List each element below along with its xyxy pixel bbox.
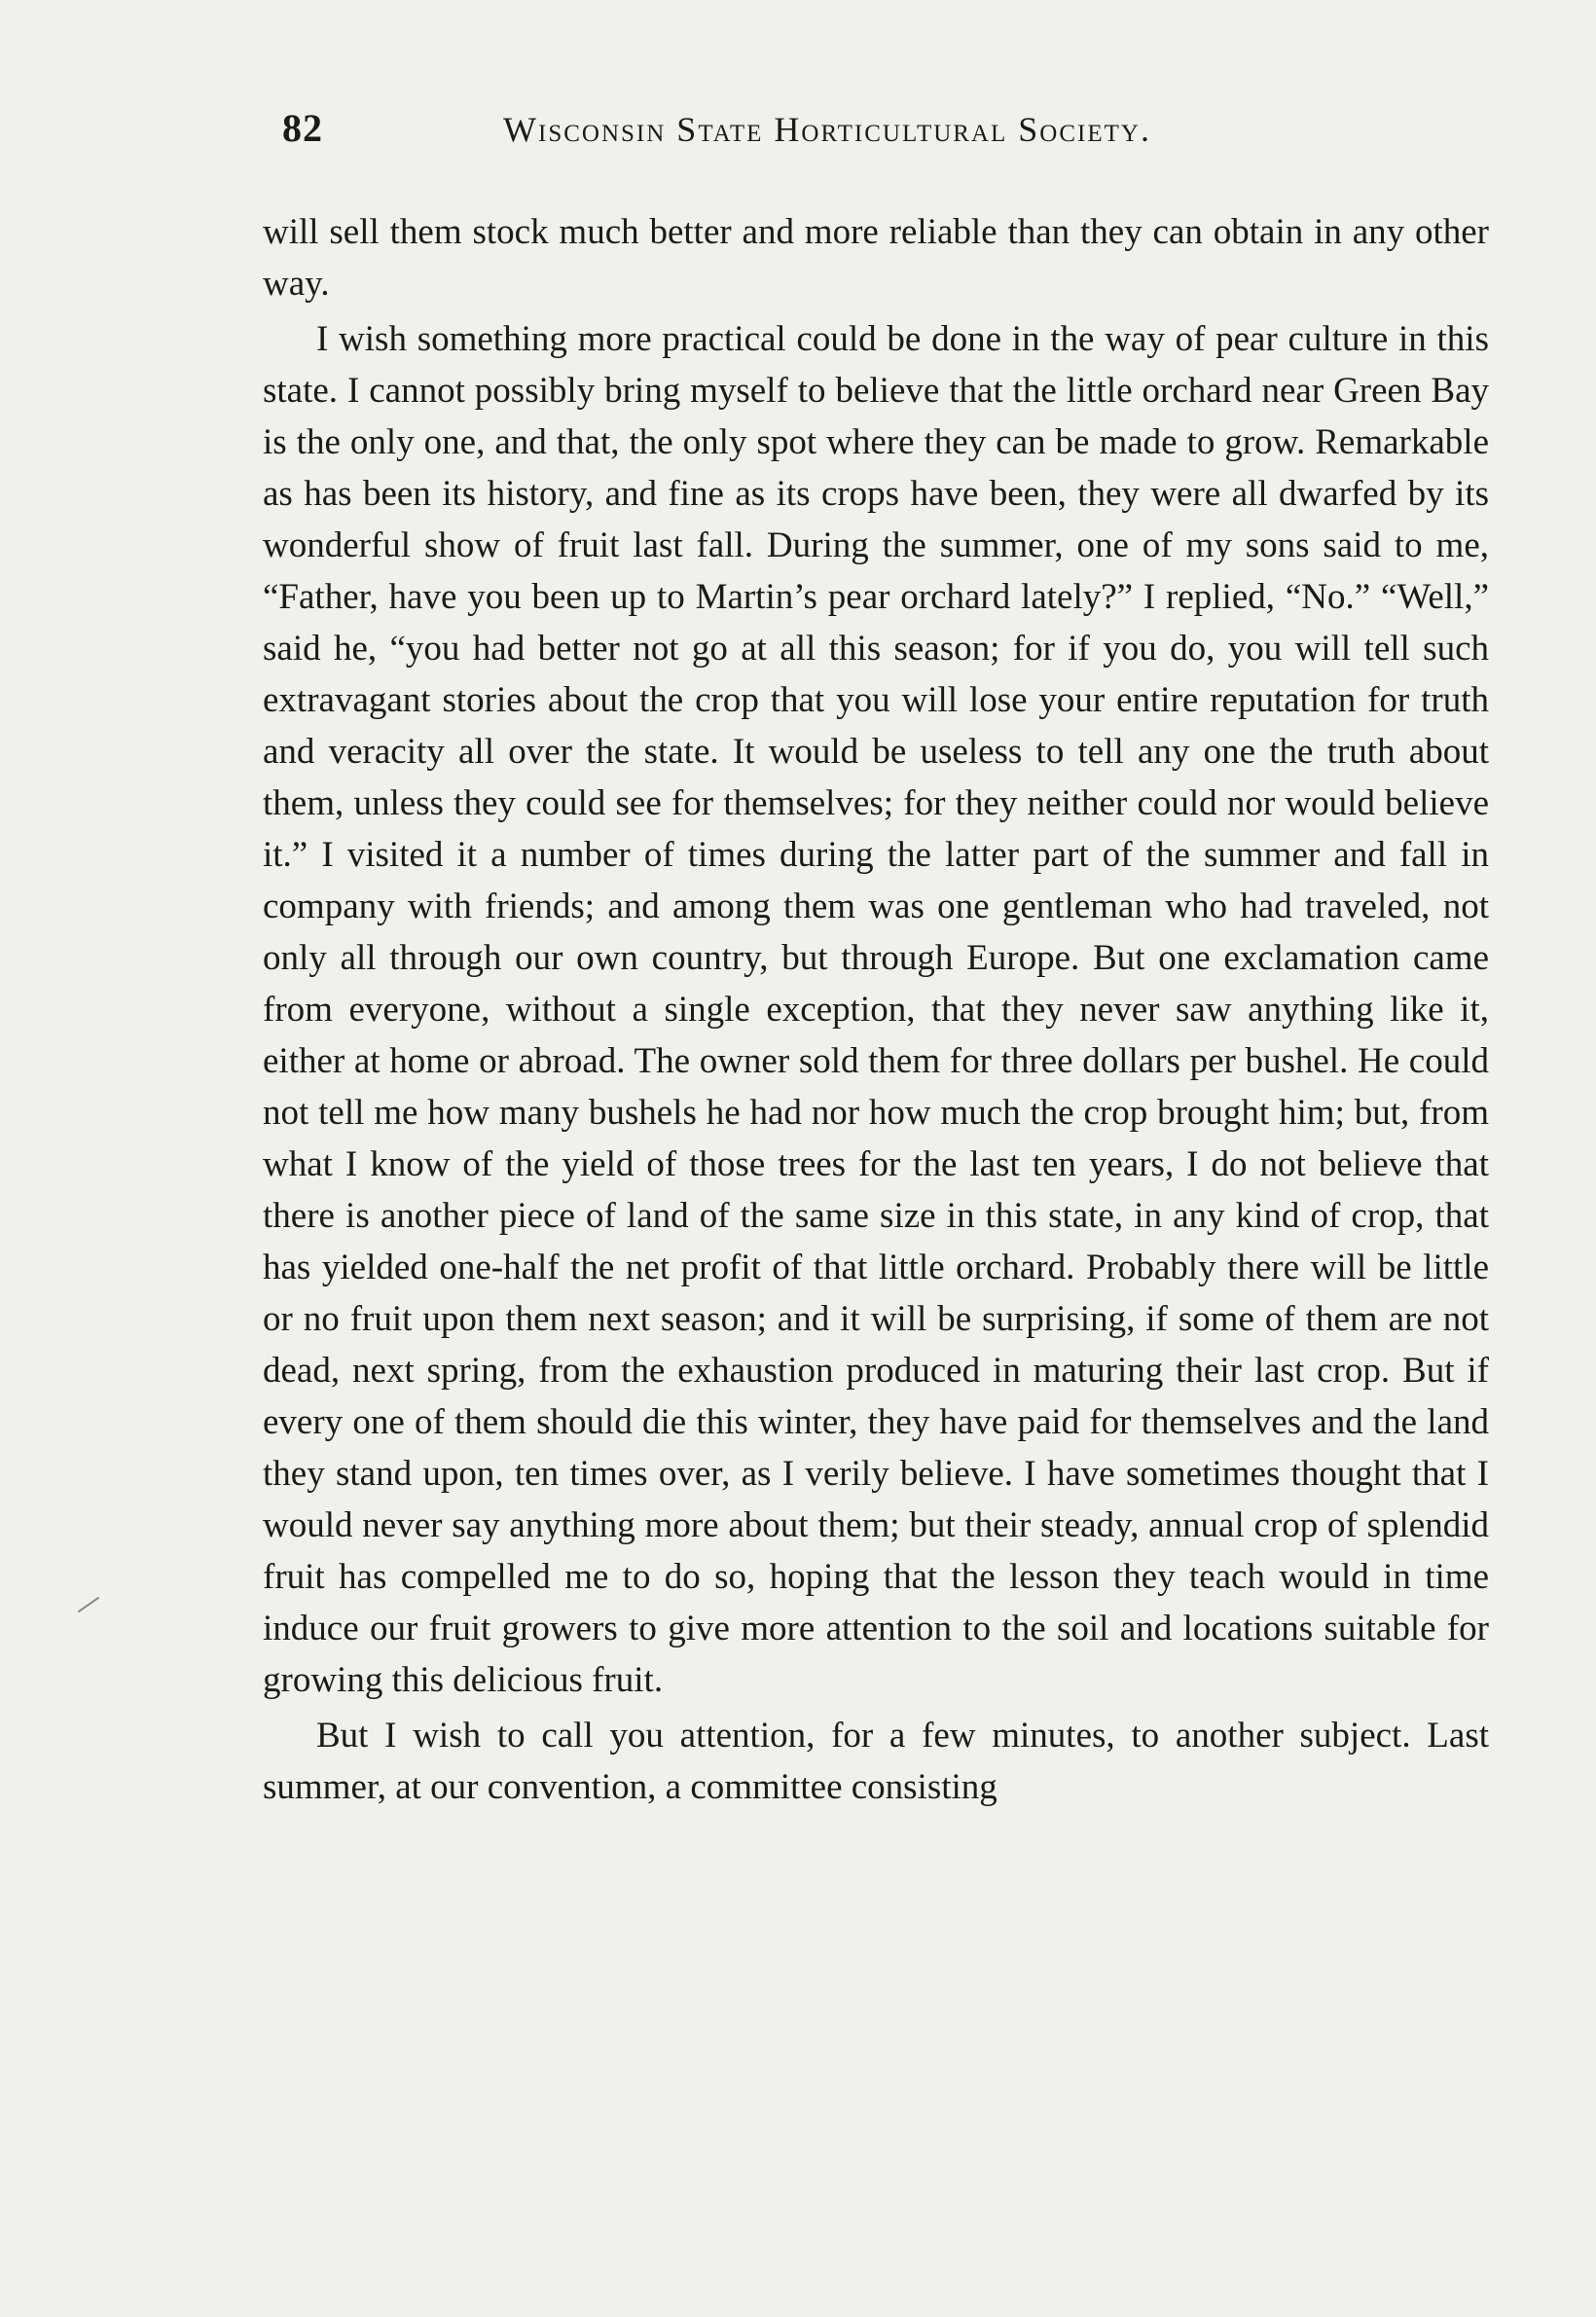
body-text (263, 206, 1489, 1813)
page-header (282, 105, 1314, 163)
margin-mark (78, 1597, 99, 1613)
page-number: 82 (282, 106, 323, 150)
paragraph-continuation: will sell them stock much better and more reliable than they can obtain in any other way. (263, 212, 1489, 304)
paragraph-new-subject: But I wish to call you attention, for a few minutes, to another subject. Last summer, at our convention, a committee consisting (263, 1716, 1489, 1807)
running-title: Wisconsin State Horticultural Society. (503, 110, 1151, 149)
paragraph-pear-culture: I wish something more practical could be done in the way of pear culture in this state. I cannot possibly bring myself to believe that the little orchard near Green Bay is the only one, and that, the only spot where they can be made to grow. Remarkable as has been its history, and fine as its crops have been, they were all dwarfed by its wonderful show of fruit last fall. During the summer, one of my sons said to me, “Father, have you been up to Martin’s pear orchard lately?” I replied, “No.” “Well,” said he, “you had better not go at all this season; for if you do, you will tell such extravagant stories about the crop that you will lose your entire reputation for truth and veracity all over the state. It would be useless to tell any one the truth about them, unless they could see for themselves; for they neither could nor would believe it.” I visited it a number of times during the latter part of the summer and fall in company with friends; and among them was one gentleman who had traveled, not only all through our own country, but through Europe. But one exclamation came from everyone, without a single exception, that they never saw anything like it, either at home or abroad. The owner sold them for three dollars per bushel. He could not tell me how many bushels he had nor how much the crop brought him; but, from what I know of the yield of those trees for the last ten years, I do not believe that there is another piece of land of the same size in this state, in any kind of crop, that has yielded one-half the net profit of that little orchard. Probably there will be little or no fruit upon them next season; and it will be surprising, if some of them are not dead, next spring, from the exhaustion produced in maturing their last crop. But if every one of them should die this winter, they have paid for themselves and the land they stand upon, ten times over, as I verily believe. I have sometimes thought that I would never say anything more about them; but their steady, annual crop of splendid fruit has compelled me to do so, hoping that the lesson they teach would in time induce our fruit growers to give more attention to the soil and locations suitable for growing this delicious fruit. (263, 319, 1489, 1700)
